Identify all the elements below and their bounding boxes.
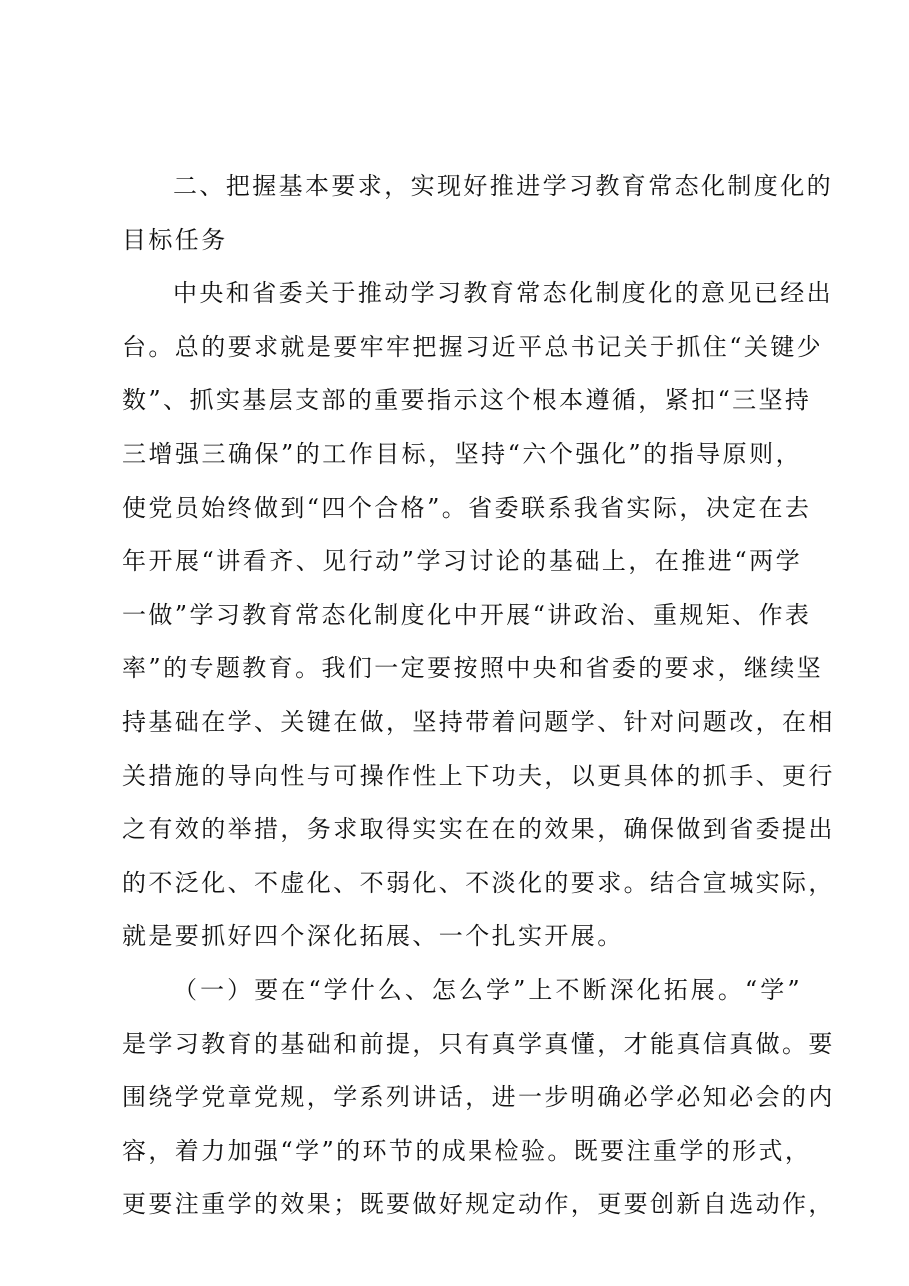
text-line: 之有效的举措，务求取得实实在在的效果，确保做到省委提出 [122,815,835,844]
text-line: 目标任务 [122,225,228,254]
text-line: 是学习教育的基础和前提，只有真学真懂，才能真信真做。要 [122,1029,835,1058]
text-line: 的不泛化、不虚化、不弱化、不淡化的要求。结合宣城实际， [122,868,835,897]
document-body [122,160,835,1232]
text-line: 持基础在学、关键在做，坚持带着问题学、针对问题改，在相 [122,707,835,736]
text-line: 率”的专题教育。我们一定要按照中央和省委的要求，继续坚 [122,654,824,683]
text-line: 使党员始终做到“四个合格”。省委联系我省实际，决定在去 [122,493,812,522]
text-line: （一）要在“学什么、怎么学”上不断深化拓展。“学” [173,975,802,1004]
text-line: 容，着力加强“学”的环节的成果检验。既要注重学的形式， [122,1136,812,1165]
text-line: 二、把握基本要求，实现好推进学习教育常态化制度化的 [173,172,833,200]
text-line: 围绕学党章党规，学系列讲话，进一步明确必学必知必会的内 [122,1083,835,1112]
text-line: 年开展“讲看齐、见行动”学习讨论的基础上，在推进“两学 [122,547,802,576]
text-line: 关措施的导向性与可操作性上下功夫，以更具体的抓手、更行 [122,761,835,790]
text-line: 三增强三确保”的工作目标，坚持“六个强化”的指导原则， [122,439,802,468]
text-line: 一做”学习教育常态化制度化中开展“讲政治、重规矩、作表 [122,600,812,629]
text-line: 中央和省委关于推动学习教育常态化制度化的意见已经出 [173,279,833,308]
text-line: 就是要抓好四个深化拓展、一个扎实开展。 [122,922,624,951]
text-line: 更要注重学的效果；既要做好规定动作，更要创新自选动作， [122,1190,835,1219]
text-line: 数”、抓实基层支部的重要指示这个根本遵循，紧扣“三坚持 [122,386,812,415]
text-line: 台。总的要求就是要牢牢把握习近平总书记关于抓住“关键少 [122,332,824,361]
